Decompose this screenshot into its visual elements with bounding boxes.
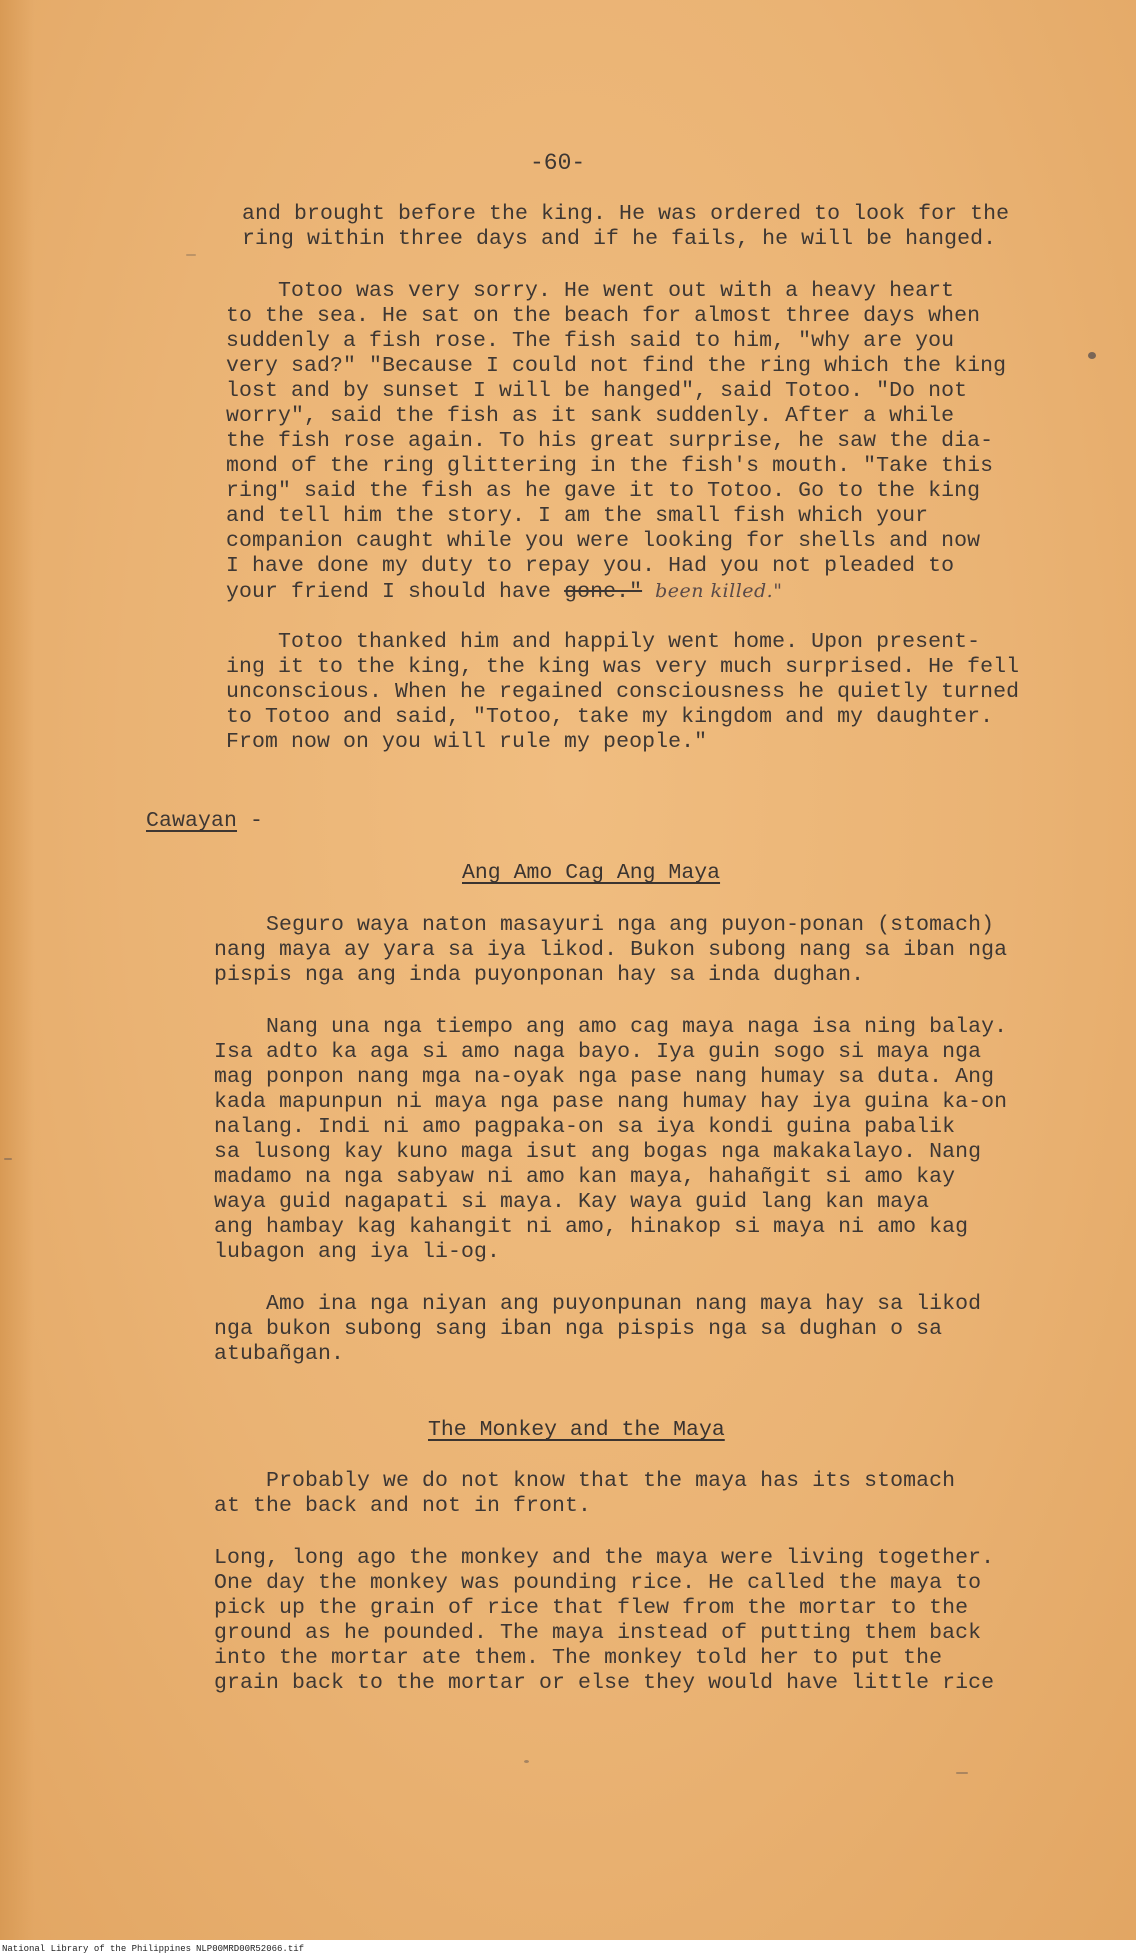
text-line: ground as he pounded. The maya instead of putting them back: [214, 1621, 982, 1645]
text-line: at the back and not in front.: [214, 1494, 592, 1518]
text-line: atubañgan.: [214, 1342, 345, 1366]
text-line: waya guid nagapati si maya. Kay waya guid lang kan maya: [214, 1190, 930, 1214]
text-segment: your friend I should have: [226, 580, 565, 604]
text-line: mond of the ring glittering in the fish's mouth. "Take this: [226, 454, 994, 478]
text-line: and tell him the story. I am the small fish which your: [226, 504, 929, 528]
text-line: ing it to the king, the king was very much surprised. He fell: [226, 655, 1020, 679]
ink-speck: [186, 254, 196, 256]
text-line: Nang una nga tiempo ang amo cag maya naga isa ning balay.: [214, 1015, 1008, 1039]
text-line: very sad?" "Because I could not find the ring which the king: [226, 354, 1007, 378]
text-line-with-correction: [226, 579, 782, 605]
text-line: kada mapunpun ni maya nga pase nang humay hay iya guina ka-on: [214, 1090, 1008, 1114]
ink-speck: [4, 1158, 12, 1160]
section-label-dash: -: [237, 809, 264, 833]
text-line: lost and by sunset I will be hanged", said Totoo. "Do not: [226, 379, 968, 403]
text-line: grain back to the mortar or else they would have little rice: [214, 1671, 995, 1695]
text-line: From now on you will rule my people.": [226, 730, 708, 754]
page-number: -60-: [530, 150, 586, 176]
page-binding-shadow: [0, 0, 34, 1940]
text-line: pispis nga ang inda puyonponan hay sa inda dughan.: [214, 963, 865, 987]
text-line: Long, long ago the monkey and the maya were living together.: [214, 1546, 995, 1570]
text-line: to Totoo and said, "Totoo, take my kingdom and my daughter.: [226, 705, 994, 729]
text-line: ring within three days and if he fails, he will be hanged.: [242, 227, 997, 251]
story-title: Ang Amo Cag Ang Maya: [462, 861, 721, 885]
text-line: I have done my duty to repay you. Had you not pleaded to: [226, 554, 955, 578]
text-line: suddenly a fish rose. The fish said to him, "why are you: [226, 329, 955, 353]
text-line: unconscious. When he regained consciousness he quietly turned: [226, 680, 1020, 704]
text-line: sa lusong kay kuno maga isut ang bogas nga makakalayo. Nang: [214, 1140, 982, 1164]
text-line: into the mortar ate them. The monkey told her to put the: [214, 1646, 943, 1670]
ink-speck: [1088, 352, 1096, 359]
text-line: to the sea. He sat on the beach for almost three days when: [226, 304, 981, 328]
text-line: lubagon ang iya li-og.: [214, 1240, 501, 1264]
text-line: madamo na nga sabyaw ni amo kan maya, hahañgit si amo kay: [214, 1165, 956, 1189]
text-line: companion caught while you were looking for shells and now: [226, 529, 981, 553]
section-label-text: Cawayan: [146, 809, 238, 833]
text-line: One day the monkey was pounding rice. He called the maya to: [214, 1571, 982, 1595]
ink-speck: [956, 1772, 968, 1774]
text-line: Seguro waya naton masayuri nga ang puyon-ponan (stomach): [214, 913, 995, 937]
text-line: Totoo thanked him and happily went home. Upon present-: [226, 630, 981, 654]
ink-speck: [524, 1760, 529, 1763]
text-line: Amo ina nga niyan ang puyonpunan nang maya hay sa likod: [214, 1292, 982, 1316]
text-line: ring" said the fish as he gave it to Totoo. Go to the king: [226, 479, 981, 503]
scan-footer: [0, 1940, 1136, 1958]
section-label: [146, 809, 263, 834]
text-line: pick up the grain of rice that flew from the mortar to the: [214, 1596, 969, 1620]
story-title: The Monkey and the Maya: [428, 1418, 725, 1442]
text-line: nga bukon subong sang iban nga pispis nga sa dughan o sa: [214, 1317, 943, 1341]
footer-filename: NLP00MRD00R52066.tif: [196, 1944, 305, 1954]
handwritten-correction: been killed.": [655, 580, 783, 602]
text-line: Isa adto ka aga si amo naga bayo. Iya guin sogo si maya nga: [214, 1040, 982, 1064]
struck-text: gone.": [564, 580, 643, 604]
text-line: Probably we do not know that the maya has its stomach: [214, 1469, 956, 1493]
text-line: nang maya ay yara sa iya likod. Bukon subong nang sa iban nga: [214, 938, 1008, 962]
text-line: worry", said the fish as it sank suddenly. After a while: [226, 404, 955, 428]
text-line: nalang. Indi ni amo pagpaka-on sa iya kondi guina pabalik: [214, 1115, 956, 1139]
text-line: Totoo was very sorry. He went out with a heavy heart: [226, 279, 955, 303]
text-line: mag ponpon nang mga na-oyak nga pase nang humay sa duta. Ang: [214, 1065, 995, 1089]
text-line: the fish rose again. To his great surprise, he saw the dia-: [226, 429, 994, 453]
text-line: and brought before the king. He was ordered to look for the: [242, 202, 1010, 226]
footer-source: National Library of the Philippines: [2, 1944, 192, 1954]
text-line: ang hambay kag kahangit ni amo, hinakop si maya ni amo kag: [214, 1215, 969, 1239]
